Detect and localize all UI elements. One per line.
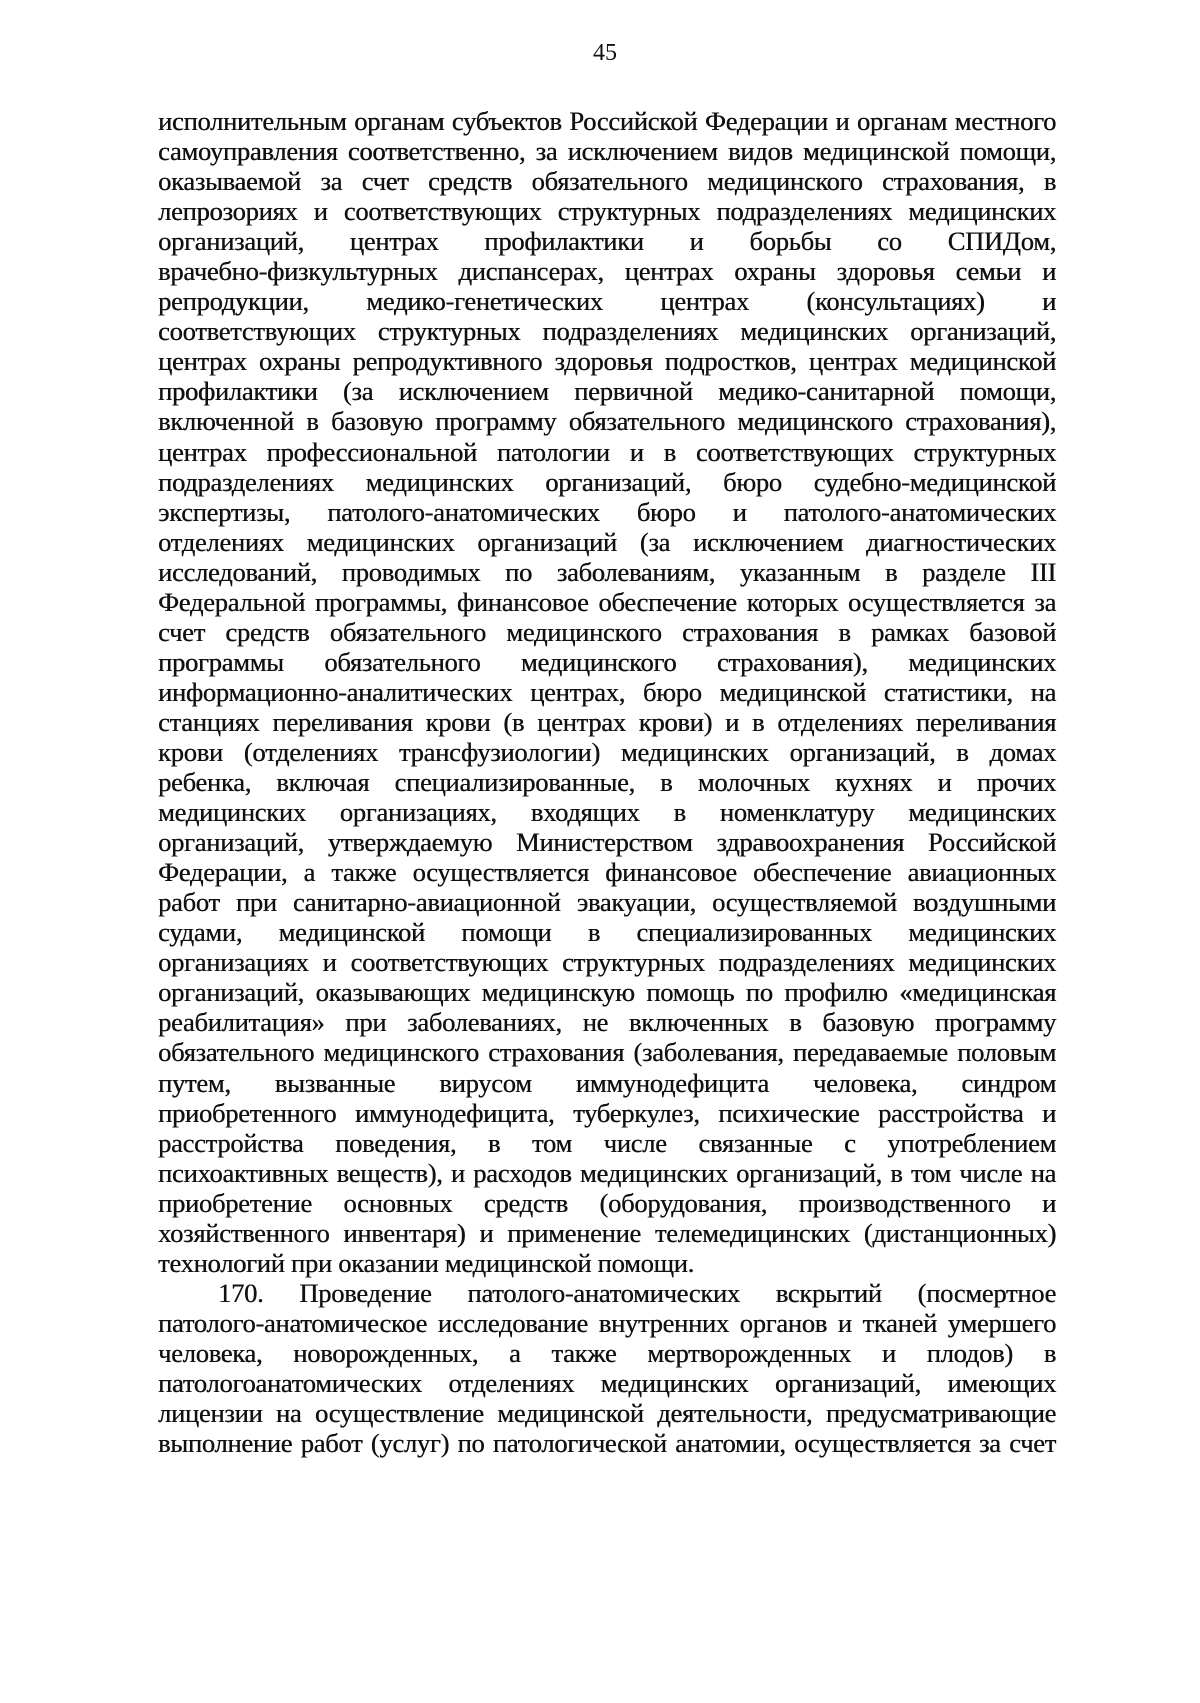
text-line: отделениях медицинских организаций (за исключением диагностических	[158, 526, 1056, 557]
text-line: информационно-аналитических центрах, бюро медицинской статистики, на	[158, 676, 1056, 707]
text-line: станциях переливания крови (в центрах крови) и в отделениях переливания	[158, 706, 1056, 737]
text-line: судами, медицинской помощи в специализированных медицинских	[158, 917, 1056, 948]
text-line: организациях и соответствующих структурных подразделениях медицинских	[158, 947, 1056, 978]
text-line: психоактивных веществ), и расходов медицинских организаций, в том числе на	[158, 1157, 1056, 1188]
text-line: лепрозориях и соответствующих структурных подразделениях медицинских	[158, 196, 1056, 227]
text-line: реабилитация» при заболеваниях, не включенных в базовую программу	[158, 1007, 1056, 1038]
text-line: работ при санитарно-авиационной эвакуации, осуществляемой воздушными	[158, 887, 1056, 918]
text-line: лицензии на осуществление медицинской деятельности, предусматривающие	[158, 1398, 1056, 1429]
text-line: организаций, центрах профилактики и борьбы со СПИДом,	[158, 226, 1056, 257]
text-line: обязательного медицинского страхования (заболевания, передаваемые половым	[158, 1037, 1056, 1068]
text-line: крови (отделениях трансфузиологии) медицинских организаций, в домах	[158, 736, 1056, 767]
text-line: человека, новорожденных, а также мертворожденных и плодов) в	[158, 1337, 1056, 1368]
text-line: ребенка, включая специализированные, в молочных кухнях и прочих	[158, 767, 1056, 798]
text-line: патолого-анатомическое исследование внутренних органов и тканей умершего	[158, 1307, 1056, 1338]
text-line: приобретение основных средств (оборудования, производственного и	[158, 1187, 1056, 1218]
text-line: 170. Проведение патолого-анатомических вскрытий (посмертное	[218, 1277, 1056, 1308]
page-number: 45	[593, 40, 617, 66]
text-line: медицинских организациях, входящих в номенклатуру медицинских	[158, 797, 1056, 828]
text-line: расстройства поведения, в том числе связанные с употреблением	[158, 1127, 1056, 1158]
text-line: оказываемой за счет средств обязательного медицинского страхования, в	[158, 166, 1056, 197]
document-body	[158, 106, 1056, 1458]
text-line: Федеральной программы, финансовое обеспечение которых осуществляется за	[158, 586, 1056, 617]
text-line: подразделениях медицинских организаций, бюро судебно-медицинской	[158, 466, 1056, 497]
text-line: организаций, утверждаемую Министерством здравоохранения Российской	[158, 827, 1056, 858]
text-line: организаций, оказывающих медицинскую помощь по профилю «медицинская	[158, 977, 1056, 1008]
text-line: экспертизы, патолого-анатомических бюро и патолого-анатомических	[158, 496, 1056, 527]
text-line: технологий при оказании медицинской помощи.	[158, 1247, 694, 1278]
text-line: профилактики (за исключением первичной медико-санитарной помощи,	[158, 376, 1056, 407]
text-line: приобретенного иммунодефицита, туберкулез, психические расстройства и	[158, 1097, 1056, 1128]
text-line: исполнительным органам субъектов Российской Федерации и органам местного	[158, 106, 1056, 136]
text-line: репродукции, медико-генетических центрах (консультациях) и	[158, 286, 1056, 317]
text-line: центрах охраны репродуктивного здоровья подростков, центрах медицинской	[158, 346, 1056, 377]
text-line: самоуправления соответственно, за исключением видов медицинской помощи,	[158, 136, 1056, 167]
text-line: включенной в базовую программу обязательного медицинского страхования),	[158, 406, 1056, 437]
text-line: патологоанатомических отделениях медицинских организаций, имеющих	[158, 1367, 1056, 1398]
text-line: путем, вызванные вирусом иммунодефицита человека, синдром	[158, 1067, 1056, 1098]
text-line: хозяйственного инвентаря) и применение телемедицинских (дистанционных)	[158, 1217, 1056, 1248]
text-line: врачебно-физкультурных диспансерах, центрах охраны здоровья семьи и	[158, 256, 1056, 287]
text-line: соответствующих структурных подразделениях медицинских организаций,	[158, 316, 1056, 347]
text-line: Федерации, а также осуществляется финансовое обеспечение авиационных	[158, 857, 1056, 888]
text-line: центрах профессиональной патологии и в соответствующих структурных	[158, 436, 1056, 467]
text-line: программы обязательного медицинского страхования), медицинских	[158, 646, 1056, 677]
text-line: счет средств обязательного медицинского страхования в рамках базовой	[158, 616, 1056, 647]
text-line: исследований, проводимых по заболеваниям, указанным в разделе III	[158, 556, 1056, 587]
text-line: выполнение работ (услуг) по патологической анатомии, осуществляется за счет	[158, 1428, 1056, 1459]
